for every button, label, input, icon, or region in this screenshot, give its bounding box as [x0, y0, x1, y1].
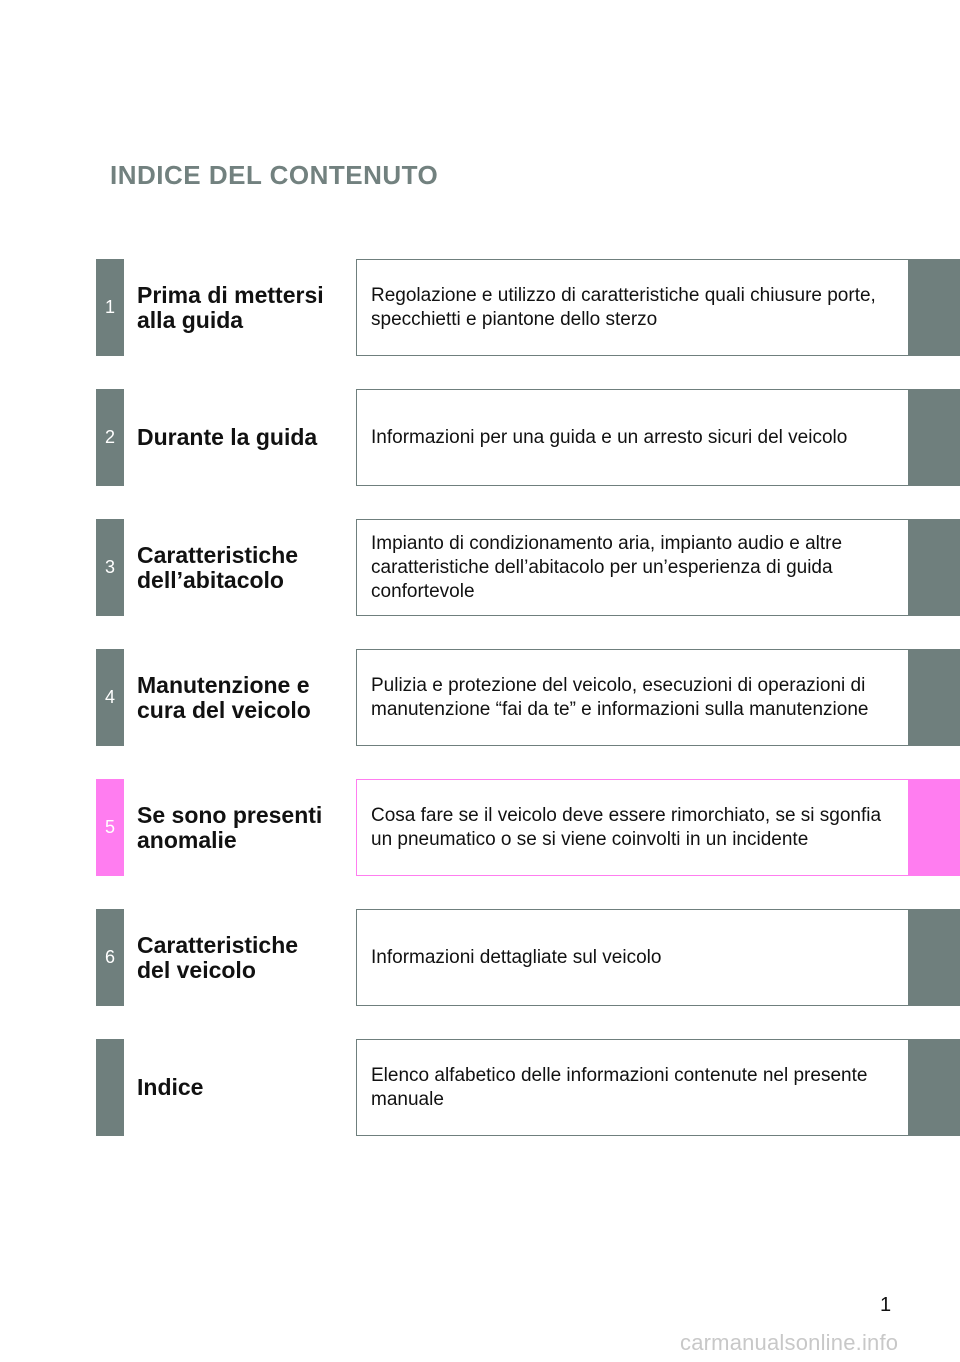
page-title: INDICE DEL CONTENUTO	[110, 160, 439, 190]
section-description	[356, 909, 908, 1006]
section-number-tab: 1	[96, 259, 124, 356]
section-number-tab: 3	[96, 519, 124, 616]
toc-row-section-2[interactable]	[96, 389, 960, 486]
section-title[interactable]: Prima di mettersi alla guida	[137, 281, 324, 333]
section-number-tab	[96, 1039, 124, 1136]
edge-tab[interactable]	[908, 779, 960, 876]
section-description	[356, 259, 908, 356]
section-description-text: Elenco alfabetico delle informazioni contenute nel presente manuale	[371, 1064, 868, 1110]
section-title[interactable]: Manutenzione e cura del veicolo	[137, 671, 311, 723]
edge-tab[interactable]	[908, 649, 960, 746]
section-title[interactable]: Indice	[137, 1074, 204, 1100]
section-number-tab: 4	[96, 649, 124, 746]
section-description-text: Regolazione e utilizzo di caratteristiche quali chiusure porte, specchietti e piantone dello sterzo	[371, 284, 876, 330]
edge-tab[interactable]	[908, 389, 960, 486]
toc-row-section-4[interactable]	[96, 649, 960, 746]
section-title[interactable]: Caratteristiche dell’abitacolo	[137, 541, 299, 593]
section-description-text: Cosa fare se il veicolo deve essere rimorchiato, se si sgonfia un pneumatico o se si viene coinvolti in un incidente	[371, 804, 882, 850]
section-number-tab: 6	[96, 909, 124, 1006]
toc-row-index[interactable]	[96, 1039, 960, 1136]
toc-row-section-3[interactable]	[96, 519, 960, 616]
section-description-text: Impianto di condizionamento aria, impianto audio e altre caratteristiche dell’abitacolo per un’esperienza di guida confortevole	[371, 532, 843, 602]
section-number-tab: 5	[96, 779, 124, 876]
edge-tab[interactable]	[908, 909, 960, 1006]
section-title[interactable]: Durante la guida	[137, 424, 318, 450]
edge-tab[interactable]	[908, 259, 960, 356]
section-description	[356, 1039, 908, 1136]
section-title[interactable]: Se sono presenti anomalie	[137, 801, 323, 853]
section-description	[356, 649, 908, 746]
toc-row-section-1[interactable]	[96, 259, 960, 356]
toc-row-section-5[interactable]	[96, 779, 960, 876]
section-description-text: Informazioni dettagliate sul veicolo	[371, 946, 662, 968]
edge-tab[interactable]	[908, 519, 960, 616]
section-title[interactable]: Caratteristiche del veicolo	[137, 931, 299, 983]
section-description-text: Pulizia e protezione del veicolo, esecuzioni di operazioni di manutenzione “fai da te” e informazioni sulla manutenzione	[371, 674, 869, 720]
page-number: 1	[880, 1294, 892, 1316]
edge-tab[interactable]	[908, 1039, 960, 1136]
section-description	[356, 519, 908, 616]
watermark: carmanualsonline.info	[680, 1330, 899, 1355]
toc-row-section-6[interactable]	[96, 909, 960, 1006]
section-description	[356, 779, 908, 876]
section-description	[356, 389, 908, 486]
section-description-text: Informazioni per una guida e un arresto sicuri del veicolo	[371, 426, 848, 448]
section-number-tab: 2	[96, 389, 124, 486]
